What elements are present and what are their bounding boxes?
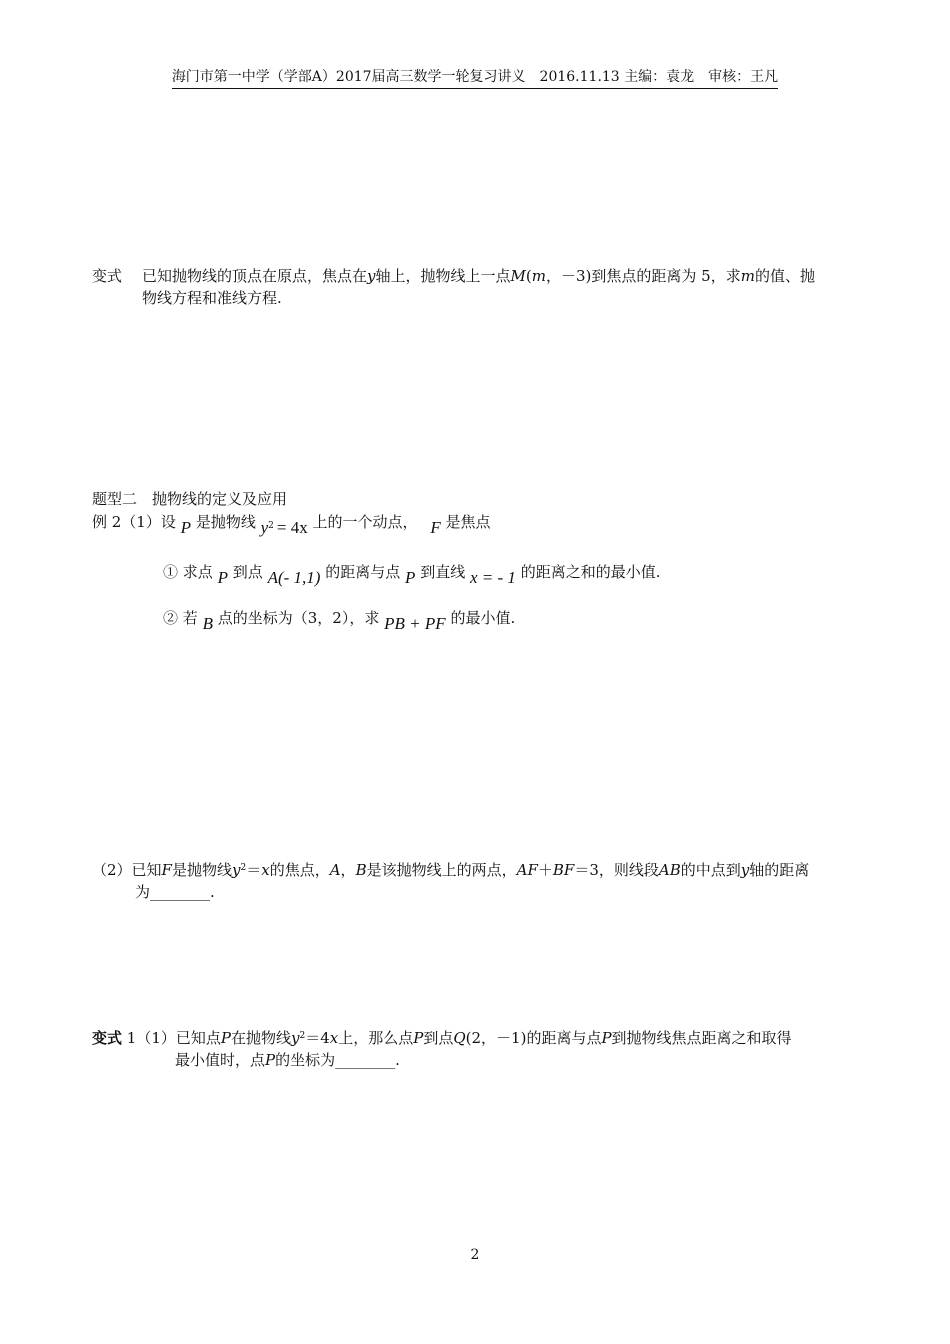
part-2 bbox=[92, 859, 872, 903]
math-line-eq: x = - 1 bbox=[469, 568, 516, 587]
math-M: M bbox=[510, 267, 526, 285]
variant-text: 的值、抛 bbox=[754, 267, 815, 285]
question-text: 的最小值. bbox=[450, 609, 516, 627]
math-x: x bbox=[261, 861, 270, 879]
question-text: 到点 bbox=[232, 563, 263, 581]
variant-label: 变式 bbox=[92, 267, 123, 285]
math-y: y bbox=[740, 861, 750, 879]
math-parabola-eq bbox=[261, 519, 308, 537]
part-text: ＋ bbox=[537, 861, 553, 879]
example-text: 上的一个动点， bbox=[312, 513, 418, 531]
page-number: 2 bbox=[470, 1247, 480, 1263]
math-m: m bbox=[531, 267, 546, 285]
variant-1-text: ＝4 bbox=[305, 1029, 330, 1047]
math-AB: AB bbox=[658, 861, 681, 879]
variant-line-1 bbox=[92, 265, 872, 287]
variant-1-text: (2，－1)的距离与点 bbox=[465, 1029, 602, 1047]
variant-problem bbox=[92, 265, 872, 309]
variant-1-line-2 bbox=[92, 1049, 872, 1071]
math-y: y bbox=[231, 861, 241, 879]
variant-1-text: 的坐标为________. bbox=[275, 1051, 400, 1069]
variant-1-text: 在抛物线 bbox=[230, 1029, 291, 1047]
variant-text: 轴上，抛物线上一点 bbox=[375, 267, 511, 285]
variant-1-line-1 bbox=[92, 1027, 872, 1049]
question-text: 若 bbox=[182, 609, 198, 627]
part-text: 的焦点， bbox=[269, 861, 330, 879]
variant-1 bbox=[92, 1027, 872, 1071]
example-text: 是抛物线 bbox=[195, 513, 256, 531]
part-2-line-2: 为________. bbox=[135, 883, 215, 901]
paren: ( bbox=[525, 267, 532, 285]
part-text: 的中点到 bbox=[680, 861, 741, 879]
math-F: F bbox=[161, 861, 172, 879]
part-text: 是抛物线 bbox=[171, 861, 232, 879]
question-1 bbox=[163, 561, 883, 587]
example-label: 例 2（1）设 bbox=[92, 513, 176, 531]
variant-text: ，－3)到焦点的距离为 5，求 bbox=[545, 267, 741, 285]
question-text: 到直线 bbox=[420, 563, 466, 581]
variant-1-text: 上，那么点 bbox=[338, 1029, 414, 1047]
question-text: 点的坐标为（3，2），求 bbox=[217, 609, 380, 627]
math-Q: Q bbox=[453, 1029, 466, 1047]
math-y: y bbox=[260, 518, 269, 537]
circled-number: ② bbox=[163, 609, 179, 627]
math-point-A: A(- 1,1) bbox=[267, 568, 321, 587]
math-P: P bbox=[220, 1029, 231, 1047]
math-sup: 2 bbox=[299, 1031, 306, 1041]
part-text: ＝3，则线段 bbox=[574, 861, 659, 879]
part-text: 是该抛物线上的两点， bbox=[366, 861, 517, 879]
math-eq-rest: = 4x bbox=[276, 518, 308, 537]
math-P: P bbox=[405, 568, 416, 587]
math-P: P bbox=[413, 1029, 424, 1047]
math-P: P bbox=[265, 1051, 276, 1069]
math-P: P bbox=[217, 568, 228, 587]
math-P: P bbox=[601, 1029, 612, 1047]
math-BF: BF bbox=[552, 861, 575, 879]
math-y: y bbox=[367, 267, 376, 285]
part-text: ， bbox=[340, 861, 356, 879]
math-m: m bbox=[740, 267, 755, 285]
variant-text: 已知抛物线的顶点在原点，焦点在 bbox=[142, 267, 368, 285]
variant-1-text: 到抛物线焦点距离之和取得 bbox=[611, 1029, 792, 1047]
variant-line-2: 物线方程和准线方程. bbox=[142, 289, 282, 307]
math-AF: AF bbox=[516, 861, 538, 879]
question-text: 的距离与点 bbox=[325, 563, 401, 581]
circled-number: ① bbox=[163, 563, 179, 581]
example-2 bbox=[92, 511, 872, 537]
part-text: ＝ bbox=[246, 861, 262, 879]
math-F: F bbox=[430, 518, 441, 537]
part-label: （2）已知 bbox=[92, 861, 162, 879]
math-B: B bbox=[355, 861, 367, 879]
math-expression: PB + PF bbox=[384, 614, 446, 633]
math-sup: 2 bbox=[268, 521, 274, 531]
math-P: P bbox=[180, 518, 192, 537]
question-text: 求点 bbox=[182, 563, 213, 581]
page-header bbox=[0, 66, 950, 89]
header-text: 海门市第一中学（学部A）2017届高三数学一轮复习讲义 2016.11.13 主编：袁龙 审核：王凡 bbox=[172, 66, 778, 89]
variant-1-text: 到点 bbox=[423, 1029, 454, 1047]
part-2-line-1 bbox=[92, 859, 872, 881]
variant-1-text: 1（1）已知点 bbox=[122, 1029, 221, 1047]
part-text: 轴的距离 bbox=[749, 861, 810, 879]
math-B: B bbox=[202, 614, 213, 633]
variant-1-label: 变式 bbox=[92, 1029, 123, 1047]
math-y: y bbox=[290, 1029, 300, 1047]
math-A: A bbox=[329, 861, 341, 879]
example-text: 是焦点 bbox=[445, 513, 491, 531]
variant-1-text: 最小值时，点 bbox=[175, 1051, 266, 1069]
section-title: 题型二 抛物线的定义及应用 bbox=[92, 490, 288, 508]
math-sup: 2 bbox=[240, 863, 247, 873]
question-text: 的距离之和的最小值. bbox=[520, 563, 661, 581]
question-2 bbox=[163, 607, 883, 633]
math-x: x bbox=[329, 1029, 339, 1047]
